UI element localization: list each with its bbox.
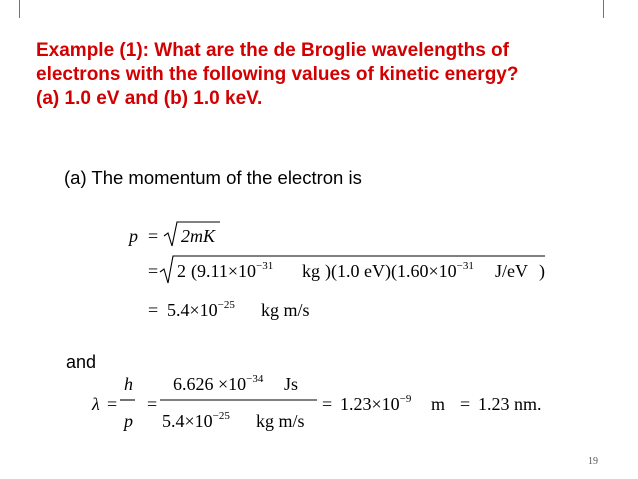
fraction-numerator-h: h <box>124 374 133 394</box>
planck-constant: $6.626 \times 10^{-34}$ <box>173 373 264 394</box>
conversion-unit: J/eV <box>495 261 528 281</box>
mass-unit: kg <box>302 261 320 281</box>
wavelength-value: $1.23\times 10^{-9}$ <box>340 393 412 414</box>
wavelength-unit: m <box>431 394 446 414</box>
ev-conversion: $1.60\times 10^{-31}$ <box>397 260 474 281</box>
and-label: and <box>66 352 97 372</box>
equals-sign: = <box>322 394 333 414</box>
radical-sign <box>160 256 545 283</box>
close-paren: ) <box>539 261 545 281</box>
paren-break: )( <box>385 261 397 281</box>
momentum-denominator: $5.4\times 10^{-25}$ <box>162 410 230 431</box>
momentum-unit: kg m/s <box>261 300 310 320</box>
equals-sign: = <box>460 394 471 414</box>
equals-sign: = <box>107 394 118 414</box>
page-number: 19 <box>588 456 598 467</box>
part-a-intro: (a) The momentum of the electron is <box>64 167 362 188</box>
title-line-2: electrons with the following values of kinetic energy? <box>36 64 519 85</box>
coefficient-two: 2 <box>177 261 186 281</box>
equals-sign: = <box>147 394 158 414</box>
momentum-result: $5.4\times 10^{-25}$ <box>167 299 235 320</box>
title-line-1: Example (1): What are the de Broglie wavelengths of <box>36 40 509 61</box>
paren-break: )( <box>325 261 337 281</box>
planck-unit: Js <box>284 374 299 394</box>
equals-sign: = <box>148 226 159 246</box>
title-line-3: (a) 1.0 eV and (b) 1.0 keV. <box>36 88 263 109</box>
kinetic-energy-value: 1.0 eV <box>337 261 385 281</box>
equals-sign: = <box>148 261 159 281</box>
radicand-2mk: 2mK <box>181 226 216 246</box>
electron-mass: $9.11\times 10^{-31}$ <box>197 260 274 281</box>
momentum-symbol: p <box>129 226 138 246</box>
open-paren: ( <box>191 261 197 281</box>
radical-sign <box>164 222 220 246</box>
momentum-denominator-unit: kg m/s <box>256 411 305 431</box>
wavelength-nm: 1.23 nm. <box>478 394 542 414</box>
equals-sign: = <box>148 300 159 320</box>
lambda-symbol: λ <box>92 394 100 414</box>
fraction-denominator-p: p <box>124 411 133 431</box>
